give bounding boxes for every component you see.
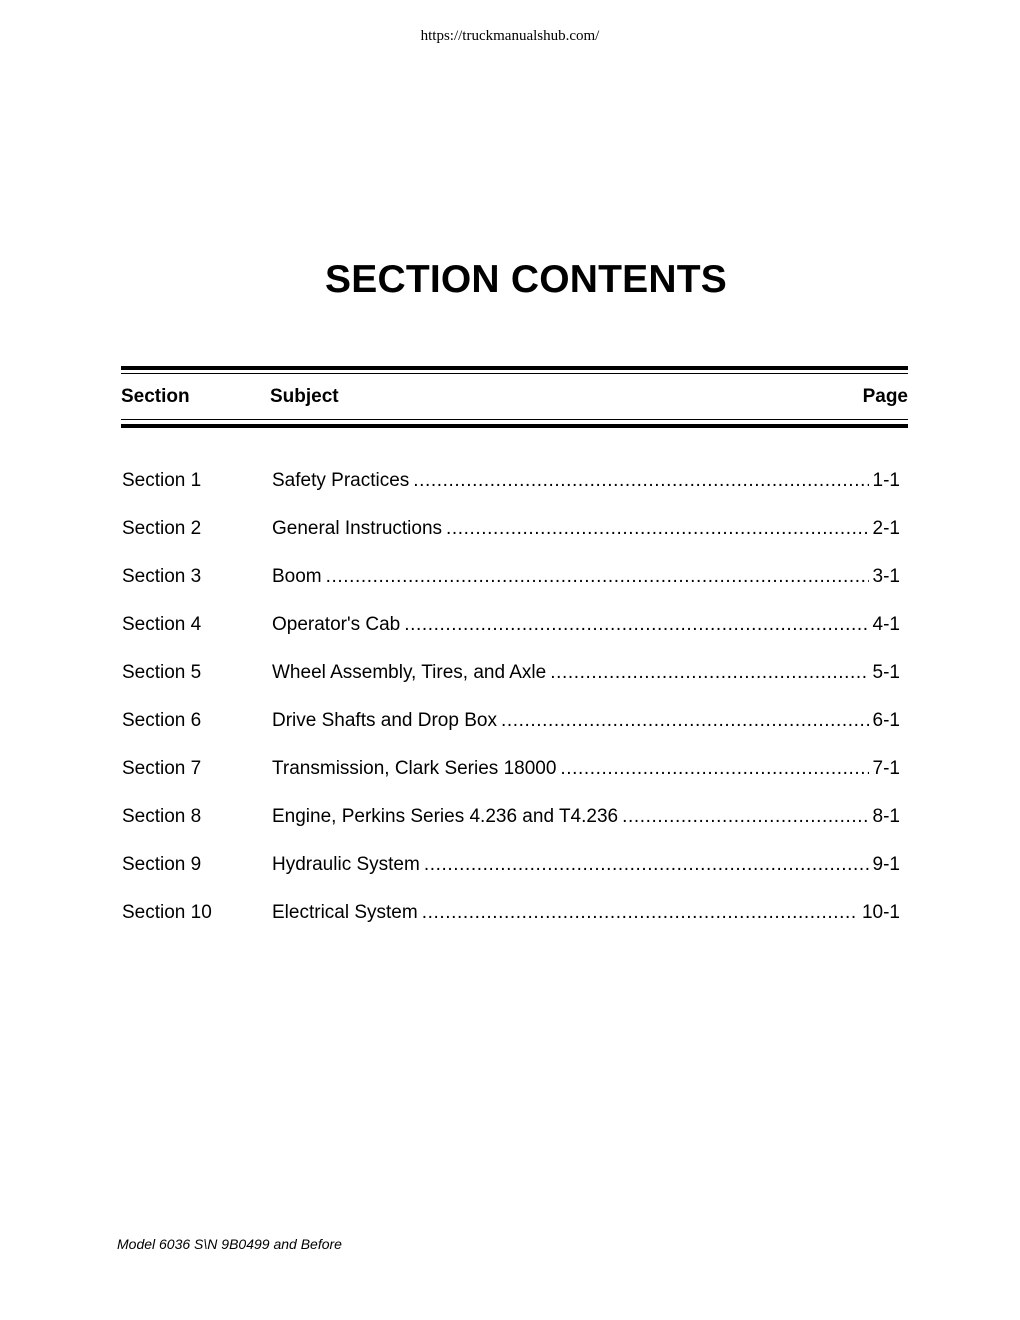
- toc-entry: [272, 703, 900, 739]
- toc-subject: Wheel Assembly, Tires, and Axle: [272, 662, 547, 683]
- toc-entry: [272, 847, 900, 883]
- toc-page-number: 8-1: [872, 806, 900, 827]
- toc-row: [122, 895, 900, 943]
- header-bottom-thick-rule: [121, 424, 908, 428]
- toc-page-number: 2-1: [872, 518, 900, 539]
- toc-page-number: 4-1: [872, 614, 900, 635]
- toc-row: [122, 847, 900, 895]
- toc-section-number: Section 7: [122, 758, 202, 779]
- toc-row: [122, 751, 900, 799]
- toc-dot-leader: [326, 559, 869, 595]
- table-of-contents: [122, 463, 900, 943]
- toc-subject: Engine, Perkins Series 4.236 and T4.236: [272, 806, 619, 827]
- toc-dot-leader: [404, 607, 868, 643]
- toc-row: [122, 511, 900, 559]
- toc-subject: Operator's Cab: [272, 614, 401, 635]
- toc-section-number: Section 10: [122, 902, 212, 923]
- toc-subject: Safety Practices: [272, 470, 410, 491]
- toc-entry: [272, 511, 900, 547]
- source-url: https://truckmanualshub.com/: [420, 28, 600, 44]
- toc-section-number: Section 9: [122, 854, 202, 875]
- toc-entry: [272, 751, 900, 787]
- toc-page-number: 7-1: [872, 758, 900, 779]
- toc-page-number: 9-1: [872, 854, 900, 875]
- column-header-section: Section: [121, 386, 190, 407]
- toc-row: [122, 559, 900, 607]
- toc-dot-leader: [550, 655, 868, 691]
- toc-entry: [272, 559, 900, 595]
- toc-dot-leader: [413, 463, 868, 499]
- toc-section-number: Section 4: [122, 614, 202, 635]
- toc-row: [122, 655, 900, 703]
- model-footer: Model 6036 S\N 9B0499 and Before: [117, 1236, 342, 1252]
- column-header-page: Page: [862, 386, 908, 407]
- toc-entry: [272, 463, 900, 499]
- toc-dot-leader: [446, 511, 869, 547]
- toc-entry: [272, 655, 900, 691]
- toc-entry: [272, 895, 900, 931]
- toc-entry: [272, 607, 900, 643]
- toc-row: [122, 703, 900, 751]
- toc-dot-leader: [622, 799, 868, 835]
- toc-dot-leader: [424, 847, 869, 883]
- toc-dot-leader: [501, 703, 869, 739]
- header-bottom-thin-rule: [121, 419, 908, 420]
- toc-row: [122, 463, 900, 511]
- toc-subject: Transmission, Clark Series 18000: [272, 758, 557, 779]
- toc-subject: Hydraulic System: [272, 854, 420, 875]
- header-top-thick-rule: [121, 366, 908, 370]
- toc-section-number: Section 8: [122, 806, 202, 827]
- header-top-thin-rule: [121, 373, 908, 374]
- toc-row: [122, 799, 900, 847]
- toc-dot-leader: [560, 751, 868, 787]
- toc-subject: Boom: [272, 566, 322, 587]
- toc-row: [122, 607, 900, 655]
- toc-page-number: 6-1: [872, 710, 900, 731]
- toc-entry: [272, 799, 900, 835]
- toc-section-number: Section 3: [122, 566, 202, 587]
- toc-page-number: 1-1: [872, 470, 900, 491]
- toc-subject: Drive Shafts and Drop Box: [272, 710, 497, 731]
- toc-subject: Electrical System: [272, 902, 418, 923]
- toc-section-number: Section 5: [122, 662, 202, 683]
- toc-section-number: Section 6: [122, 710, 202, 731]
- toc-section-number: Section 2: [122, 518, 202, 539]
- toc-dot-leader: [422, 895, 858, 931]
- toc-subject: General Instructions: [272, 518, 443, 539]
- toc-page-number: 3-1: [872, 566, 900, 587]
- page-title: SECTION CONTENTS: [325, 258, 727, 301]
- column-header-subject: Subject: [270, 386, 339, 407]
- toc-page-number: 10-1: [861, 902, 900, 923]
- toc-page-number: 5-1: [872, 662, 900, 683]
- toc-section-number: Section 1: [122, 470, 202, 491]
